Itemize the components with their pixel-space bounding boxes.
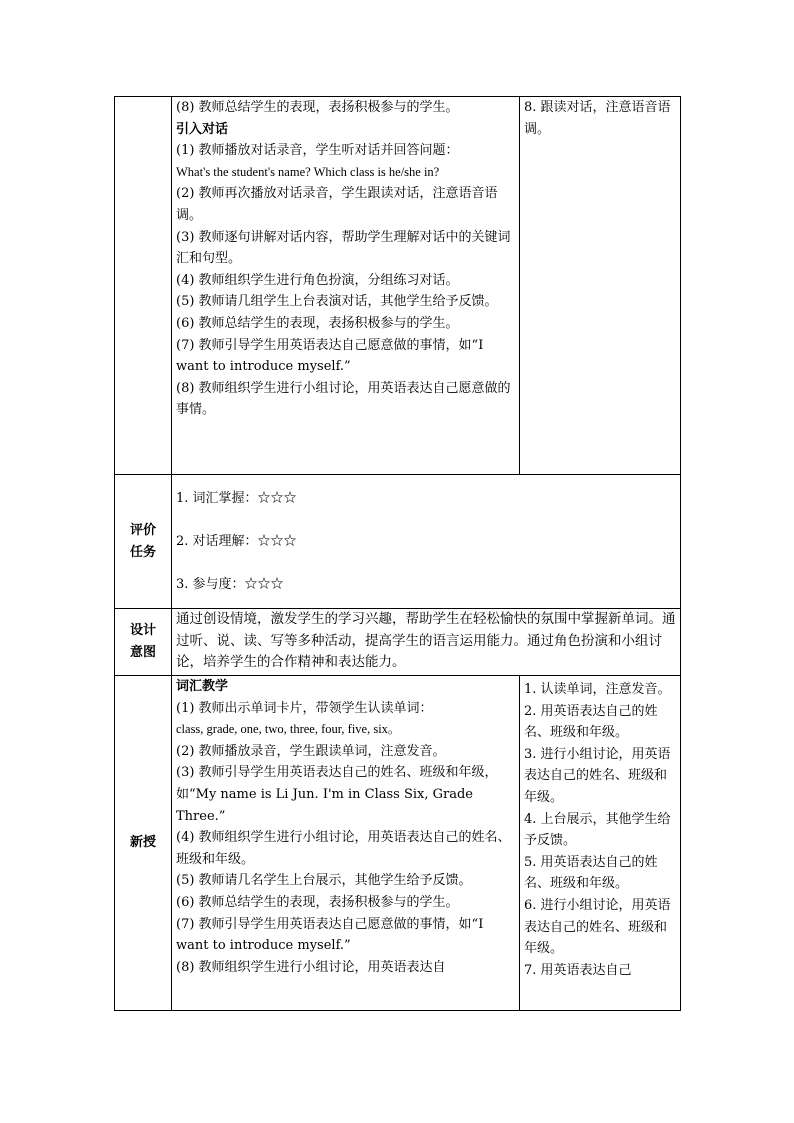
dialogue-step: (1) 教师播放对话录音，学生听对话并回答问题： (176, 143, 459, 159)
new-teaching-student-cell (520, 676, 681, 1011)
design-intent-label-text: 设计意图 (129, 623, 156, 660)
new-teaching-label-text: 新授 (129, 835, 156, 851)
dialogue-step: (2) 教师再次播放对话录音，学生跟读对话，注意语音语调。 (176, 186, 498, 223)
vocab-step: (8) 教师组织学生进行小组讨论，用英语表达自 (176, 959, 446, 975)
vocab-step: (2) 教师播放录音，学生跟读单词，注意发音。 (176, 743, 446, 759)
vocab-step: (4) 教师组织学生进行小组讨论，用英语表达自己的姓名、班级和年级。 (176, 830, 511, 867)
dialogue-heading: 引入对话 (176, 121, 229, 137)
new-teaching-label (115, 676, 172, 1011)
student-activity: 1. 认读单词，注意发音。 (524, 682, 671, 697)
student-activity: 8. 跟读对话，注意语音语调。 (524, 100, 671, 137)
design-intent-cell (172, 609, 681, 676)
continued-teacher-cell (172, 97, 520, 475)
new-teaching-teacher-cell (172, 676, 520, 1011)
design-intent-text: 通过创设情境，激发学生的学习兴趣，帮助学生在轻松愉快的氛围中掌握新单词。通过听、说、读、写等多种活动，提高学生的语言运用能力。通过角色扮演和小组讨论，培养学生的合作精神和表达能力。 (176, 611, 676, 670)
continued-label-cell (115, 97, 172, 475)
evaluation-item: 1. 词汇掌握：☆☆☆ (176, 491, 297, 506)
evaluation-label (115, 475, 172, 609)
vocab-word-list: class, grade, one, two, three, four, five, six。 (176, 722, 401, 737)
lesson-plan-table (114, 96, 681, 1011)
dialogue-step: (4) 教师组织学生进行角色扮演，分组练习对话。 (176, 272, 459, 288)
continued-row (115, 97, 681, 475)
dialogue-step: (6) 教师总结学生的表现，表扬积极参与的学生。 (176, 315, 459, 331)
dialogue-question: What's the student's name? Which class is he/she in? (176, 164, 440, 179)
student-activity: 4. 上台展示，其他学生给予反馈。 (524, 811, 671, 849)
evaluation-label-text: 评价任务 (129, 522, 156, 560)
design-intent-label (115, 609, 172, 676)
student-activity: 5. 用英语表达自己的姓名、班级和年级。 (524, 854, 658, 892)
vocab-step: (5) 教师请几名学生上台展示，其他学生给予反馈。 (176, 873, 472, 889)
dialogue-step: (3) 教师逐句讲解对话内容，帮助学生理解对话中的关键词汇和句型。 (176, 229, 511, 267)
evaluation-item: 2. 对话理解：☆☆☆ (176, 534, 297, 549)
student-activity: 7. 用英语表达自己 (524, 962, 632, 978)
vocab-step: (7) 教师引导学生用英语表达自己愿意做的事情，如“I want to introduce myself.” (176, 916, 484, 954)
continued-student-cell (520, 97, 681, 475)
student-activity: 6. 进行小组讨论，用英语表达自己的姓名、班级和年级。 (524, 897, 671, 957)
dialogue-step: (5) 教师请几组学生上台表演对话，其他学生给予反馈。 (176, 294, 498, 310)
step-text: (8) 教师总结学生的表现，表扬积极参与的学生。 (176, 100, 459, 115)
dialogue-step: (8) 教师组织学生进行小组讨论，用英语表达自己愿意做的事情。 (176, 380, 511, 418)
student-activity: 3. 进行小组讨论，用英语表达自己的姓名、班级和年级。 (524, 746, 671, 805)
vocab-step: (3) 教师引导学生用英语表达自己的姓名、班级和年级，如“My name is Li Jun. I'm in Class Six, Grade Three.” (176, 765, 498, 824)
vocab-heading: 词汇教学 (176, 679, 229, 694)
design-intent-row (115, 609, 681, 676)
evaluation-row (115, 475, 681, 609)
new-teaching-row (115, 676, 681, 1011)
vocab-step: (6) 教师总结学生的表现，表扬积极参与的学生。 (176, 894, 459, 910)
student-activity: 2. 用英语表达自己的姓名、班级和年级。 (524, 703, 658, 741)
evaluation-item: 3. 参与度：☆☆☆ (176, 577, 284, 592)
dialogue-step: (7) 教师引导学生用英语表达自己愿意做的事情，如“I want to introduce myself.” (176, 337, 484, 375)
evaluation-cell (172, 475, 681, 609)
vocab-step: (1) 教师出示单词卡片，带领学生认读单词： (176, 700, 433, 716)
